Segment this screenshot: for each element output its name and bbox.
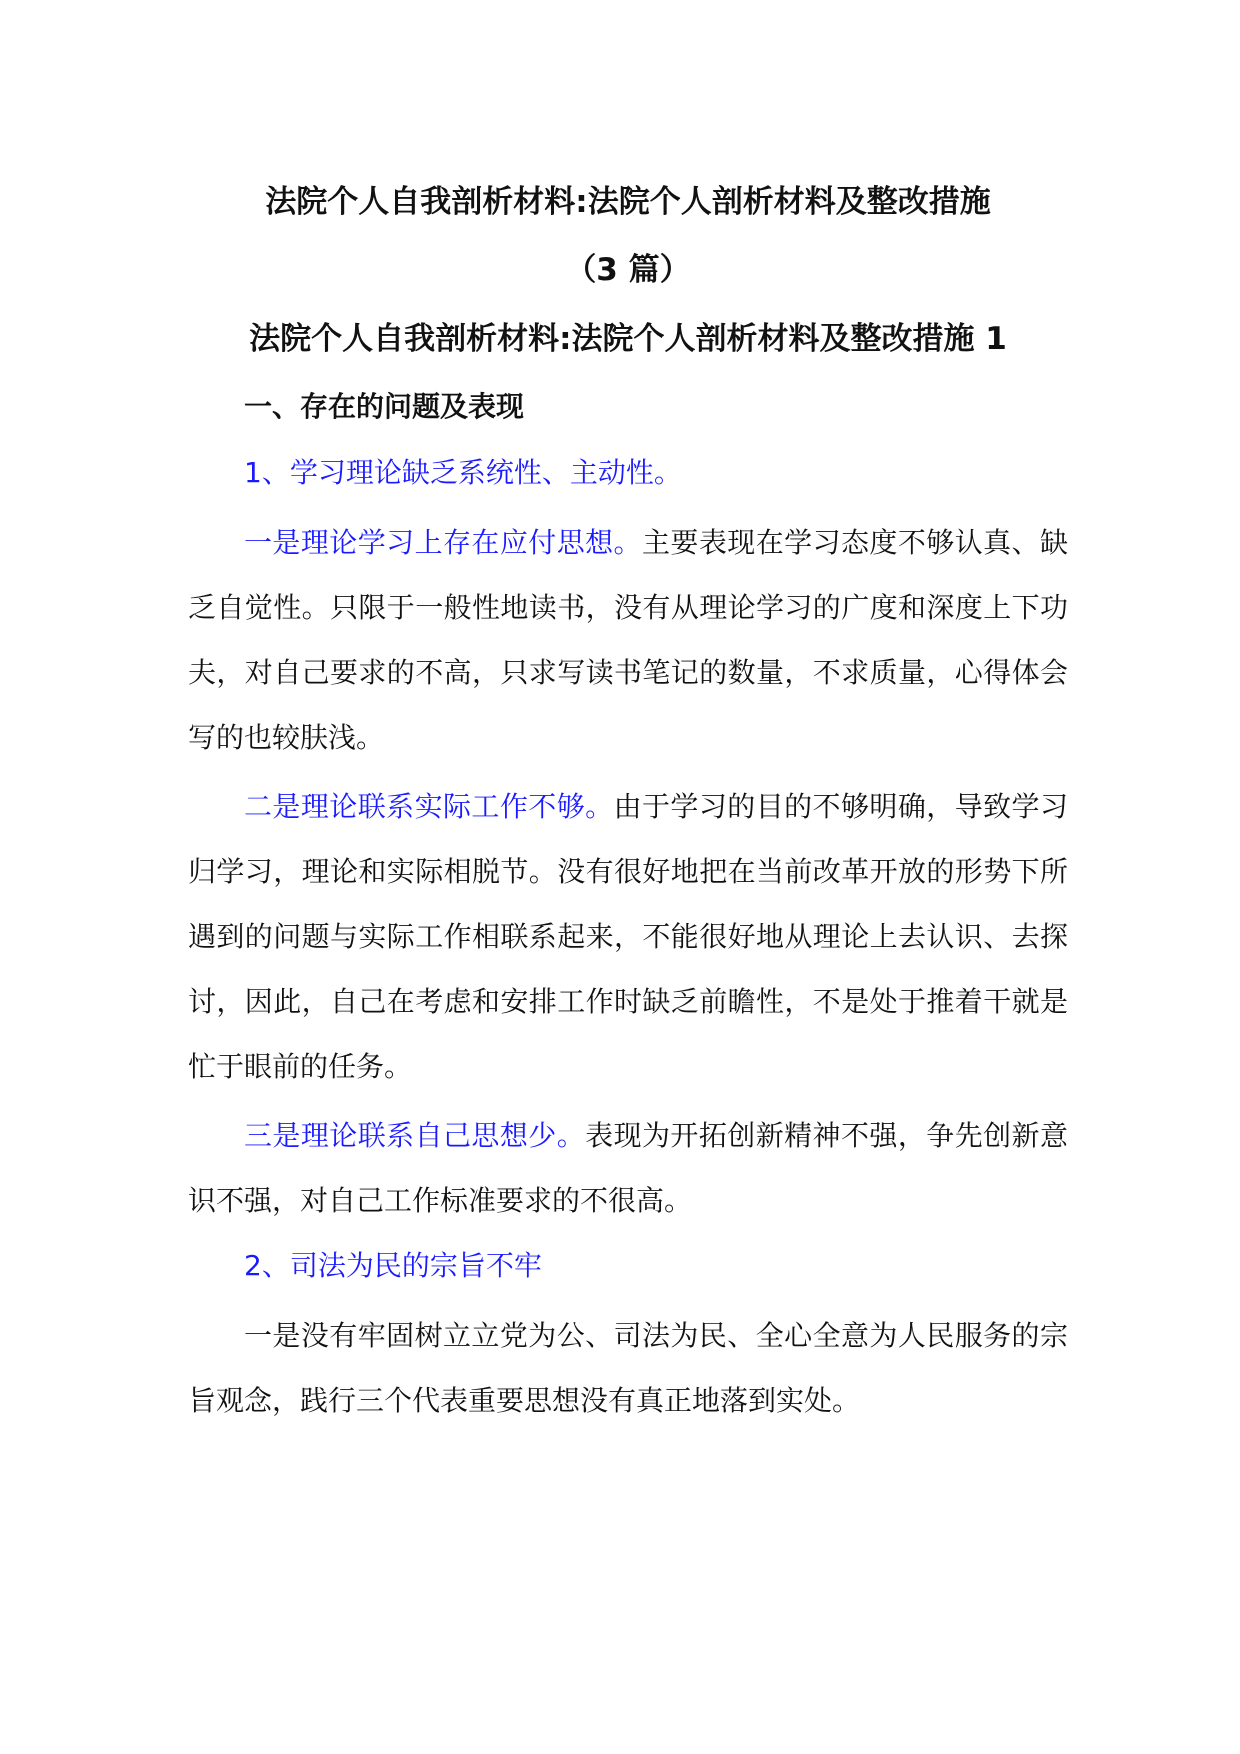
document-title-count: （3 篇）: [565, 252, 691, 288]
document-body: [188, 168, 1068, 1433]
document-title: 法院个人自我剖析材料:法院个人剖析材料及整改措施: [265, 184, 991, 220]
paragraph-2-text: 由于学习的目的不够明确，导致学习归学习，理论和实际相脱节。没有很好地把在当前改革开放的形势下所遇到的问题与实际工作相联系起来，不能很好地从理论上去认识、去探讨，因此，自己在考虑和安排工作时缺乏前瞻性，不是处于推着干就是忙于眼前的任务。: [188, 790, 1068, 1083]
paragraph-3-text: 表现为开拓创新精神不强，争先创新意识不强，对自己工作标准要求的不很高。: [188, 1119, 1068, 1217]
paragraph-4-text: 一是没有牢固树立立党为公、司法为民、全心全意为人民服务的宗旨观念，践行三个代表重要思想没有真正地落到实处。: [188, 1319, 1068, 1417]
paragraph-1-text: 主要表现在学习态度不够认真、缺乏自觉性。只限于一般性地读书，没有从理论学习的广度和深度上下功夫，对自己要求的不高，只求写读书笔记的数量，不求质量，心得体会写的也较肤浅。: [188, 526, 1068, 754]
part-heading: 法院个人自我剖析材料:法院个人剖析材料及整改措施 1: [249, 321, 1007, 357]
paragraph-1-lead: 一是理论学习上存在应付思想。: [244, 526, 642, 559]
subsection-heading-2: 2、司法为民的宗旨不牢: [244, 1249, 542, 1282]
paragraph-2-lead: 二是理论联系实际工作不够。: [244, 790, 614, 823]
section-heading: 一、存在的问题及表现: [244, 390, 525, 423]
paragraph-1: [188, 510, 1068, 770]
paragraph-4: [188, 1303, 1068, 1433]
paragraph-2: [188, 774, 1068, 1099]
paragraph-3: [188, 1103, 1068, 1233]
paragraph-3-lead: 三是理论联系自己思想少。: [244, 1119, 586, 1152]
subsection-heading-1: 1、学习理论缺乏系统性、主动性。: [244, 456, 682, 489]
